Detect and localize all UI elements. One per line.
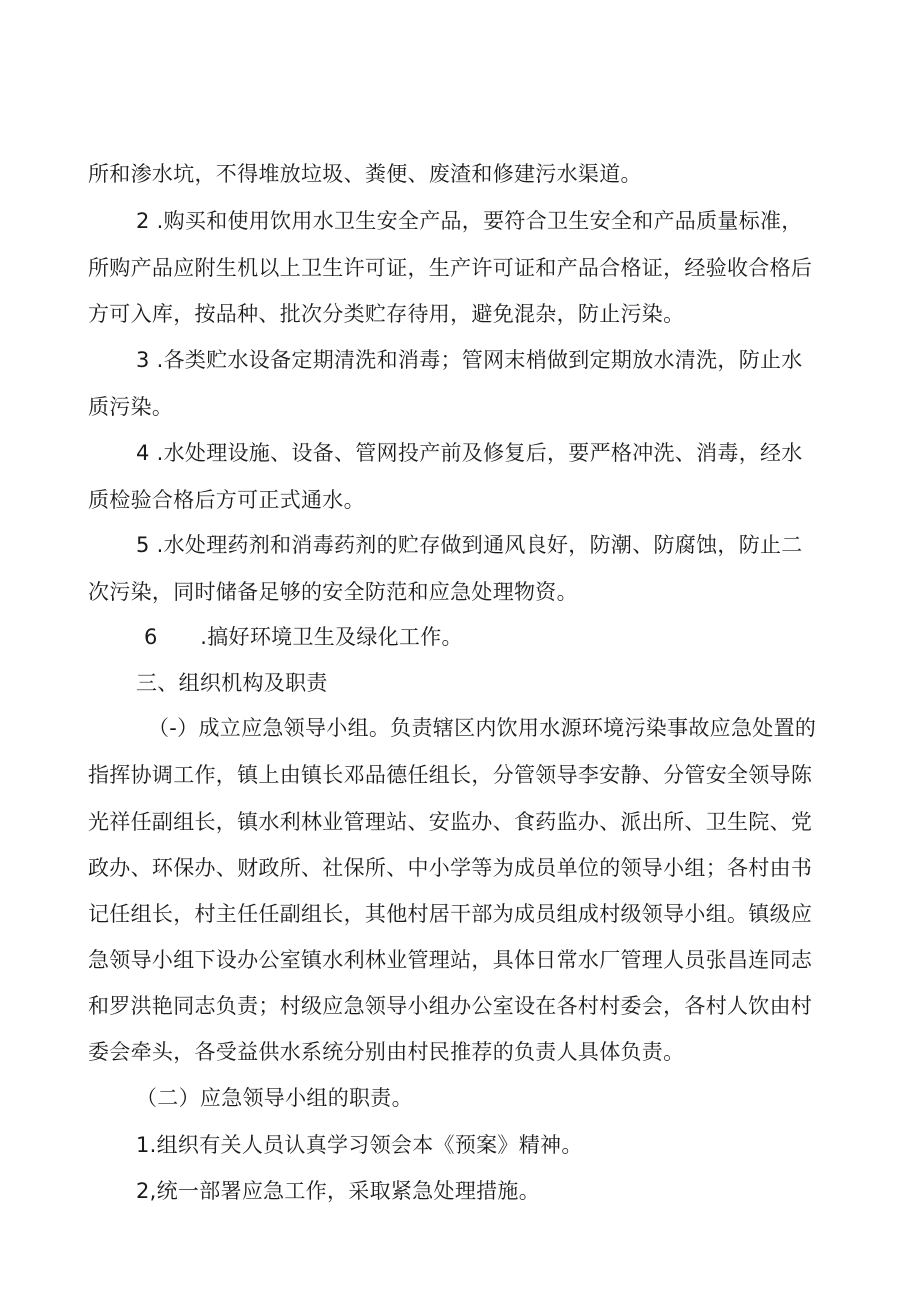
list-item-2-line: 2 .购买和使用饮用水卫生安全产品，要符合卫生安全和产品质量标准，	[136, 209, 803, 233]
body-text-line: 指挥协调工作，镇上由镇长邓品德任组长，分管领导李安静、分管安全领导陈	[88, 763, 813, 787]
list-item-5-line: 5 .水处理药剂和消毒药剂的贮存做到通风良好，防潮、防腐蚀，防止二	[136, 533, 803, 557]
body-text-line: 所和渗水坑，不得堆放垃圾、粪便、废渣和修建污水渠道。	[88, 162, 642, 186]
body-text-line: 急领导小组下设办公室镇水利林业管理站，具体日常水厂管理人员张昌连同志	[88, 948, 813, 972]
body-text-line: 记任组长，村主任任副组长，其他村居干部为成员组成村级领导小组。镇级应	[88, 902, 813, 926]
body-text-line: 方可入库，按品种、批次分类贮存待用，避免混杂，防止污染。	[88, 302, 685, 326]
body-text-line: 光祥任副组长，镇水利林业管理站、安监办、食药监办、派出所、卫生院、党	[88, 810, 813, 834]
subsection-heading-1: （-）成立应急领导小组。负责辖区内饮用水源环境污染事故应急处置的	[148, 716, 817, 740]
list-item-1-line: 1.组织有关人员认真学习领会本《预案》精神。	[136, 1133, 583, 1157]
body-text-line: 所购产品应附生机以上卫生许可证，生产许可证和产品合格证，经验收合格后	[88, 256, 813, 280]
body-text-line: 政办、环保办、财政所、社保所、中小学等为成员单位的领导小组；各村由书	[88, 856, 813, 880]
body-text-line: 次污染，同时储备足够的安全防范和应急处理物资。	[88, 580, 578, 604]
list-item-4-line: 4 .水处理设施、设备、管网投产前及修复后，要严格冲洗、消毒，经水	[136, 441, 803, 465]
subsection-heading-2: （二）应急领导小组的职责。	[136, 1086, 413, 1110]
body-text-line: 质检验合格后方可正式通水。	[88, 488, 365, 512]
body-text-line: 质污染。	[88, 395, 174, 419]
section-heading: 三、组织机构及职责	[136, 671, 328, 695]
list-item-2-line: 2,统一部署应急工作，采取紧急处理措施。	[136, 1179, 541, 1203]
body-text-line: 和罗洪艳同志负责；村级应急领导小组办公室设在各村村委会，各村人饮由村	[88, 994, 813, 1018]
list-item-3-line: 3 .各类贮水设备定期清洗和消毒；管网末梢做到定期放水清洗，防止水	[136, 348, 803, 372]
body-text-line: 委会牵头，各受益供水系统分别由村民推荐的负责人具体负责。	[88, 1040, 685, 1064]
list-item-6-line: 6 .搞好环境卫生及绿化工作。	[144, 625, 463, 649]
